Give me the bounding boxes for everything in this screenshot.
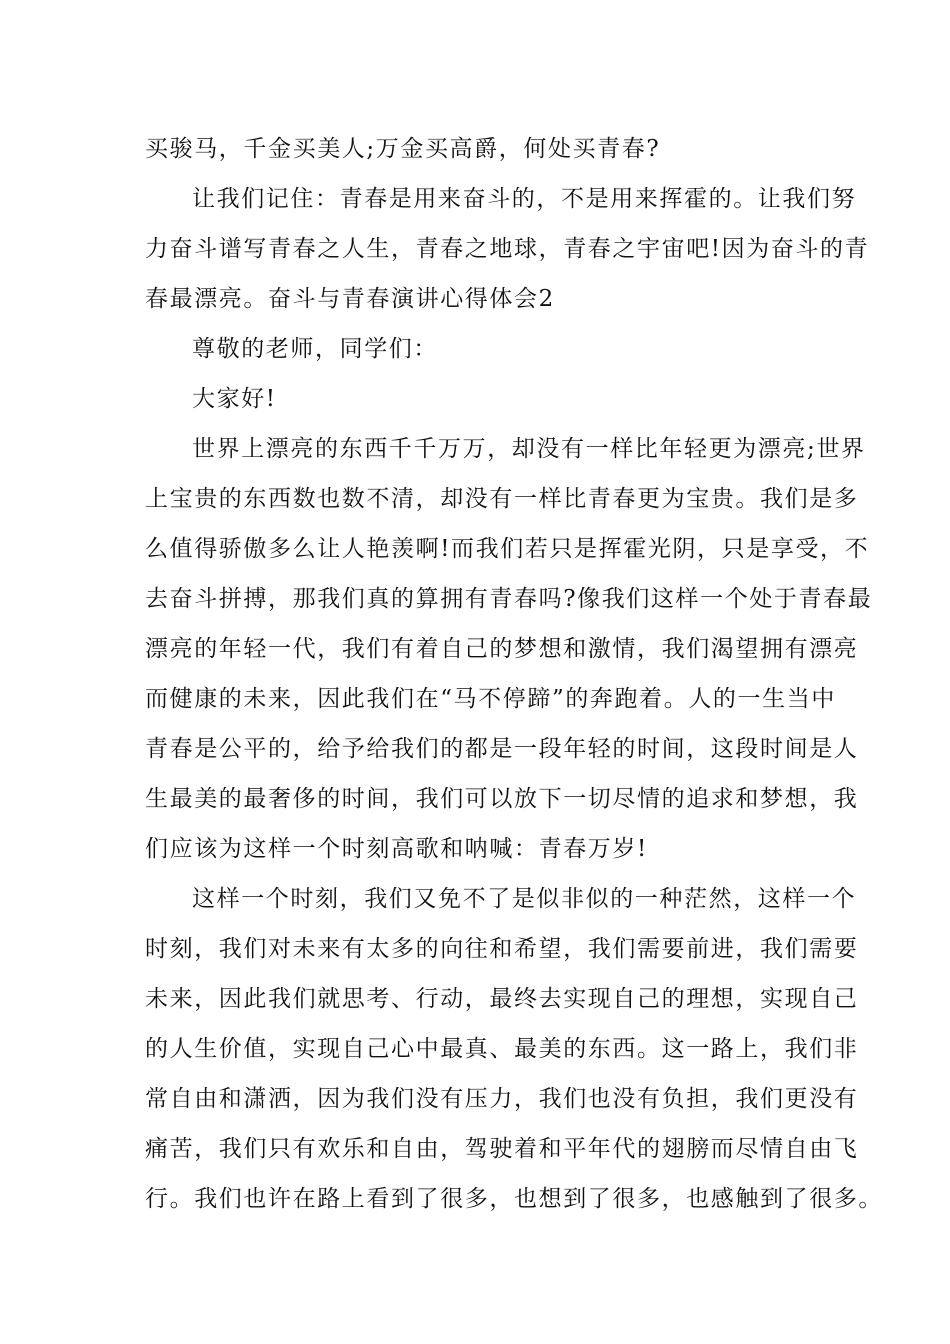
document-body bbox=[145, 124, 883, 1224]
text-line: 去奋斗拼搏，那我们真的算拥有青春吗?像我们这样一个处于青春最 bbox=[145, 586, 873, 612]
text-line: 时刻，我们对未来有太多的向往和希望，我们需要前进，我们需要 bbox=[145, 936, 859, 962]
text-line: 世界上漂亮的东西千千万万，却没有一样比年轻更为漂亮;世界 bbox=[192, 436, 866, 462]
text-line: 生最美的最奢侈的时间，我们可以放下一切尽情的追求和梦想，我 bbox=[145, 786, 859, 812]
text-line: 常自由和潇洒，因为我们没有压力，我们也没有负担，我们更没有 bbox=[145, 1086, 859, 1112]
text-line: 而健康的未来，因此我们在“马不停蹄”的奔跑着。人的一生当中 bbox=[145, 686, 836, 712]
text-line: 么值得骄傲多么让人艳羡啊!而我们若只是挥霍光阴，只是享受，不 bbox=[145, 536, 870, 562]
text-line: 力奋斗谱写青春之人生，青春之地球，青春之宇宙吧!因为奋斗的青 bbox=[145, 236, 870, 262]
text-line: 让我们记住：青春是用来奋斗的，不是用来挥霍的。让我们努 bbox=[192, 186, 857, 212]
text-line: 漂亮的年轻一代，我们有着自己的梦想和激情，我们渴望拥有漂亮 bbox=[145, 636, 859, 662]
text-line: 上宝贵的东西数也数不清，却没有一样比青春更为宝贵。我们是多 bbox=[145, 486, 859, 512]
text-line: 这样一个时刻，我们又免不了是似非似的一种茫然，这样一个 bbox=[192, 886, 857, 912]
text-line: 痛苦，我们只有欢乐和自由，驾驶着和平年代的翅膀而尽情自由飞 bbox=[145, 1136, 859, 1162]
text-line: 春最漂亮。奋斗与青春演讲心得体会2 bbox=[145, 286, 555, 312]
text-line: 青春是公平的，给予给我们的都是一段年轻的时间，这段时间是人 bbox=[145, 736, 859, 762]
text-line: 买骏马，千金买美人;万金买高爵，何处买青春? bbox=[145, 136, 661, 162]
text-line: 的人生价值，实现自己心中最真、最美的东西。这一路上，我们非 bbox=[145, 1036, 859, 1062]
salutation-line: 尊敬的老师，同学们： bbox=[192, 336, 438, 362]
text-line: 行。我们也许在路上看到了很多，也想到了很多，也感触到了很多。 bbox=[145, 1186, 883, 1212]
greeting-line: 大家好! bbox=[192, 386, 277, 412]
text-line: 未来，因此我们就思考、行动，最终去实现自己的理想，实现自己 bbox=[145, 986, 859, 1012]
text-line: 们应该为这样一个时刻高歌和呐喊：青春万岁! bbox=[145, 836, 648, 862]
